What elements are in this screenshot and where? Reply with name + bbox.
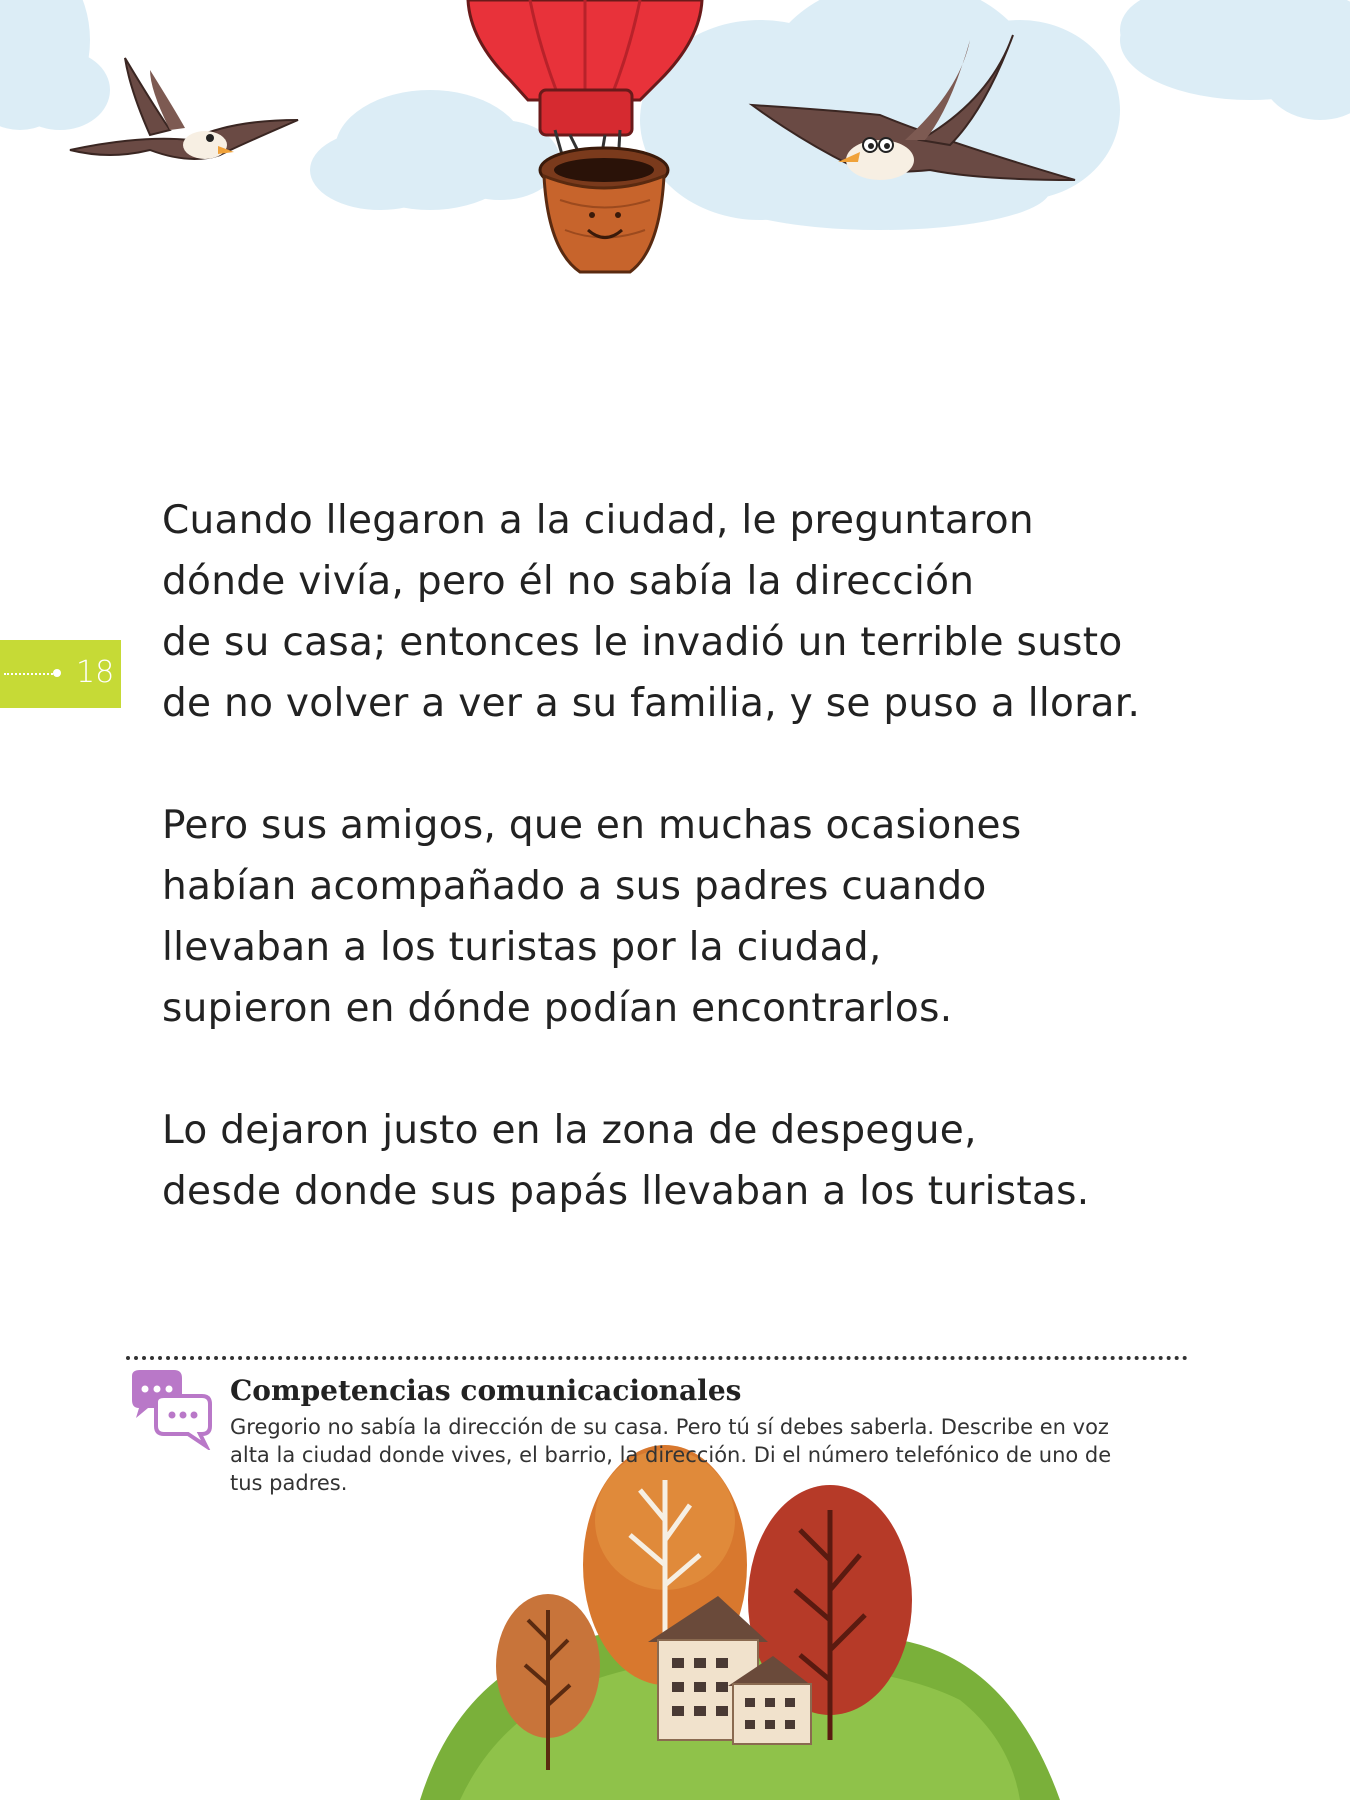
text-line: tus padres.: [230, 1471, 348, 1495]
text-line: Pero sus amigos, que en muchas ocasiones: [162, 803, 1022, 848]
text-line: Lo dejaron justo en la zona de despegue,: [162, 1108, 977, 1153]
text-line: habían acompañado a sus padres cuando: [162, 864, 987, 909]
competencias-title: Competencias comunicacionales: [230, 1374, 742, 1407]
text-line: alta la ciudad donde vives, el barrio, la dirección. Di el número telefónico de uno de: [230, 1443, 1112, 1467]
text-line: desde donde sus papás llevaban a los turistas.: [162, 1169, 1090, 1214]
text-line: de no volver a ver a su familia, y se puso a llorar.: [162, 681, 1141, 726]
chat-bubbles-icon: [126, 1368, 212, 1450]
competencias-text: [230, 1413, 1180, 1497]
dotted-divider: [126, 1356, 1188, 1360]
text-line: Cuando llegaron a la ciudad, le preguntaron: [162, 498, 1034, 543]
dot-decoration: [53, 669, 61, 677]
dotted-line-decoration: [4, 673, 56, 675]
page-number-tab: [0, 640, 121, 708]
story-text: [162, 490, 1162, 1283]
text-line: Gregorio no sabía la dirección de su casa. Pero tú sí debes saberla. Describe en voz: [230, 1415, 1109, 1439]
paragraph-2: [162, 795, 1162, 1039]
text-line: de su casa; entonces le invadió un terrible susto: [162, 620, 1123, 665]
text-line: supieron en dónde podían encontrarlos.: [162, 986, 953, 1031]
text-line: llevaban a los turistas por la ciudad,: [162, 925, 882, 970]
page-number: 18: [76, 655, 115, 690]
paragraph-3: [162, 1100, 1162, 1222]
paragraph-1: [162, 490, 1162, 734]
landscape-illustration: [420, 1445, 1060, 1800]
text-line: dónde vivía, pero él no sabía la dirección: [162, 559, 975, 604]
